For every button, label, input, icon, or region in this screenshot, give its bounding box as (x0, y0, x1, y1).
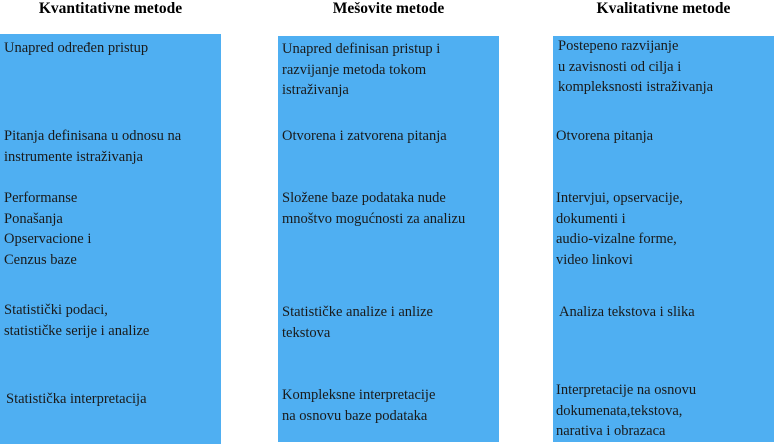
header-kvantitativne: Kvantitativne metode (38, 0, 183, 17)
cell-interpretation: Statistička interpretacija (6, 391, 147, 407)
cell-data-sources: Intervjui, opservacije, dokumenti i audio-vizalne forme, video linkovi (556, 190, 683, 268)
column-mesovite (278, 36, 499, 442)
cell-interpretation: Kompleksne interpretacije na osnovu baze podataka (282, 387, 436, 424)
cell-analysis: Statističke analize i anlize tekstova (282, 304, 433, 341)
cell-questions: Pitanja definisana u odnosu na instrumente istraživanja (4, 128, 182, 165)
cell-data-sources: Performanse Ponašanja Opservacione i Cenzus baze (4, 190, 92, 268)
cell-approach: Unapred definisan pristup i razvijanje metoda tokom istraživanja (282, 41, 441, 98)
column-kvantitativne (0, 34, 221, 444)
header-kvalitativne: Kvalitativne metode (596, 0, 731, 17)
cell-questions: Otvorena i zatvorena pitanja (282, 128, 447, 144)
cell-questions: Otvorena pitanja (556, 128, 654, 144)
cell-data-sources: Složene baze podataka nude mnoštvo mogućnosti za analizu (282, 190, 466, 227)
cell-approach: Postepeno razvijanje u zavisnosti od cilja i kompleksnosti istraživanja (558, 38, 714, 95)
column-kvalitativne (553, 36, 774, 442)
cell-approach: Unapred određen pristup (4, 40, 149, 56)
cell-analysis: Analiza tekstova i slika (559, 304, 695, 320)
header-mesovite: Mešovite metode (332, 0, 445, 17)
cell-analysis: Statistički podaci, statističke serije i analize (4, 302, 150, 339)
cell-interpretation: Interpretacije na osnovu dokumenata,tekstova, narativa i obrazaca (556, 382, 697, 439)
